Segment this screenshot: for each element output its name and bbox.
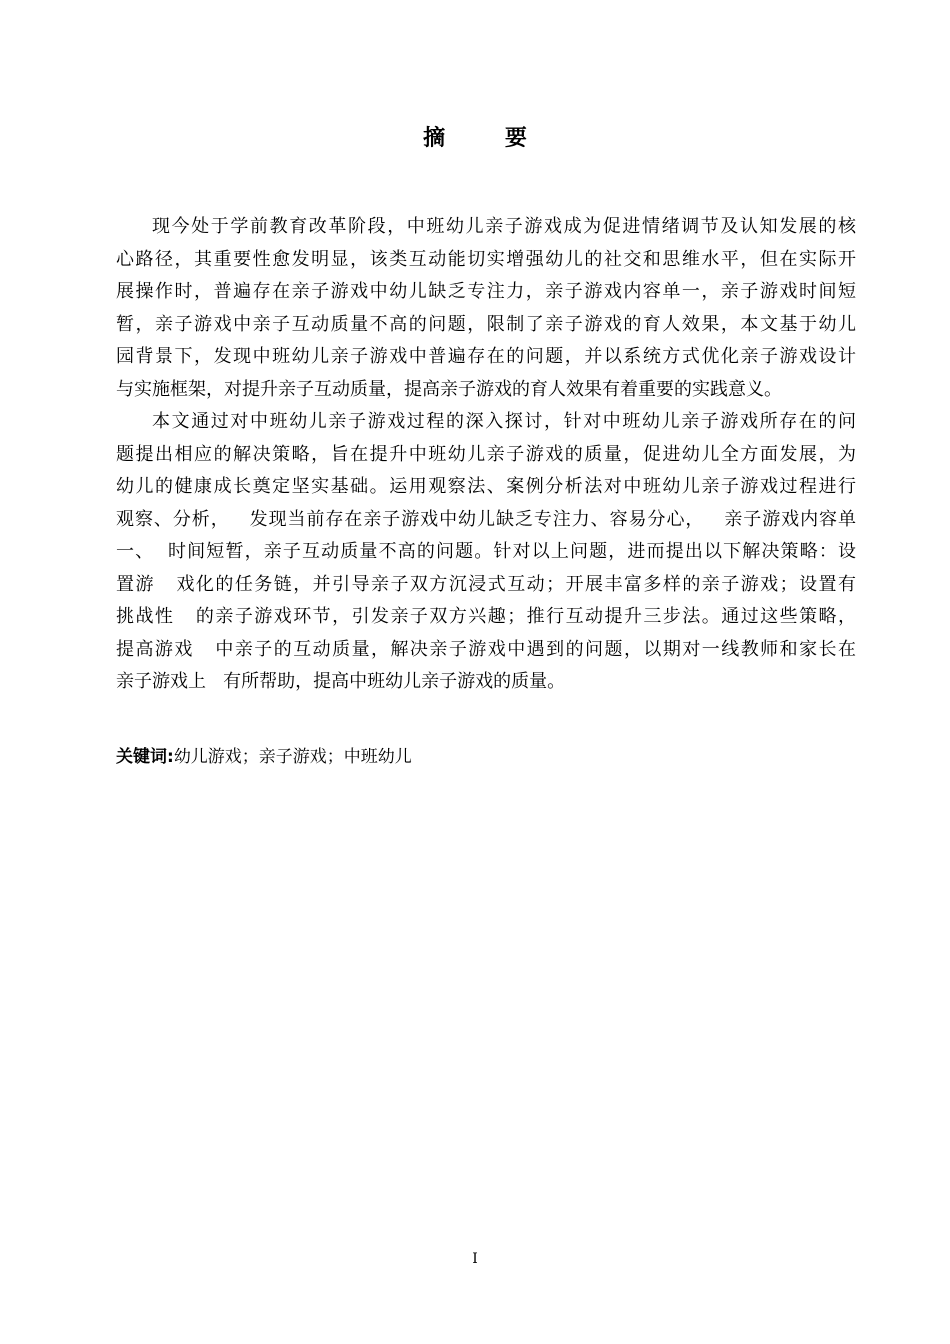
keywords-line	[116, 744, 412, 770]
paragraph-line: 置游 戏化的任务链，并引导亲子双方沉浸式互动；开展丰富多样的亲子游戏；设置有	[116, 573, 856, 595]
paragraph-line: 观察、分析， 发现当前存在亲子游戏中幼儿缺乏专注力、容易分心， 亲子游戏内容单	[116, 508, 856, 530]
keywords-value: 幼儿游戏；亲子游戏；中班幼儿	[173, 747, 412, 767]
page-number: I	[472, 1251, 478, 1267]
paragraph-line: 与实施框架，对提升亲子互动质量，提高亲子游戏的育人效果有着重要的实践意义。	[116, 378, 782, 400]
paragraph-line: 心路径，其重要性愈发明显，该类互动能切实增强幼儿的社交和思维水平，但在实际开	[116, 248, 856, 270]
paragraph-line: 现今处于学前教育改革阶段，中班幼儿亲子游戏成为促进情绪调节及认知发展的核	[152, 216, 856, 237]
abstract-paragraph-2	[116, 406, 856, 699]
paragraph-line: 挑战性 的亲子游戏环节，引发亲子双方兴趣；推行互动提升三步法。通过这些策略，	[116, 606, 856, 627]
paragraph-line: 园背景下，发现中班幼儿亲子游戏中普遍存在的问题，并以系统方式优化亲子游戏设计	[116, 346, 856, 367]
paragraph-line: 提高游戏 中亲子的互动质量，解决亲子游戏中遇到的问题，以期对一线教师和家长在	[116, 638, 856, 660]
paragraph-line: 题提出相应的解决策略，旨在提升中班幼儿亲子游戏的质量，促进幼儿全方面发展，为	[116, 443, 856, 465]
paragraph-line: 亲子游戏上 有所帮助，提高中班幼儿亲子游戏的质量。	[116, 671, 566, 692]
paragraph-line: 暂，亲子游戏中亲子互动质量不高的问题，限制了亲子游戏的育人效果，本文基于幼儿	[116, 313, 856, 335]
keywords-label: 关键词:	[116, 747, 174, 767]
abstract-body	[116, 211, 856, 699]
page-title: 摘 要	[423, 125, 553, 151]
paragraph-line: 本文通过对中班幼儿亲子游戏过程的深入探讨，针对中班幼儿亲子游戏所存在的问	[152, 411, 856, 432]
abstract-paragraph-1	[116, 211, 856, 406]
paragraph-line: 一、 时间短暂，亲子互动质量不高的问题。针对以上问题，进而提出以下解决策略：设	[116, 541, 856, 562]
paragraph-line: 幼儿的健康成长奠定坚实基础。运用观察法、案例分析法对中班幼儿亲子游戏过程进行	[116, 476, 856, 497]
paragraph-line: 展操作时，普遍存在亲子游戏中幼儿缺乏专注力，亲子游戏内容单一，亲子游戏时间短	[116, 281, 856, 302]
